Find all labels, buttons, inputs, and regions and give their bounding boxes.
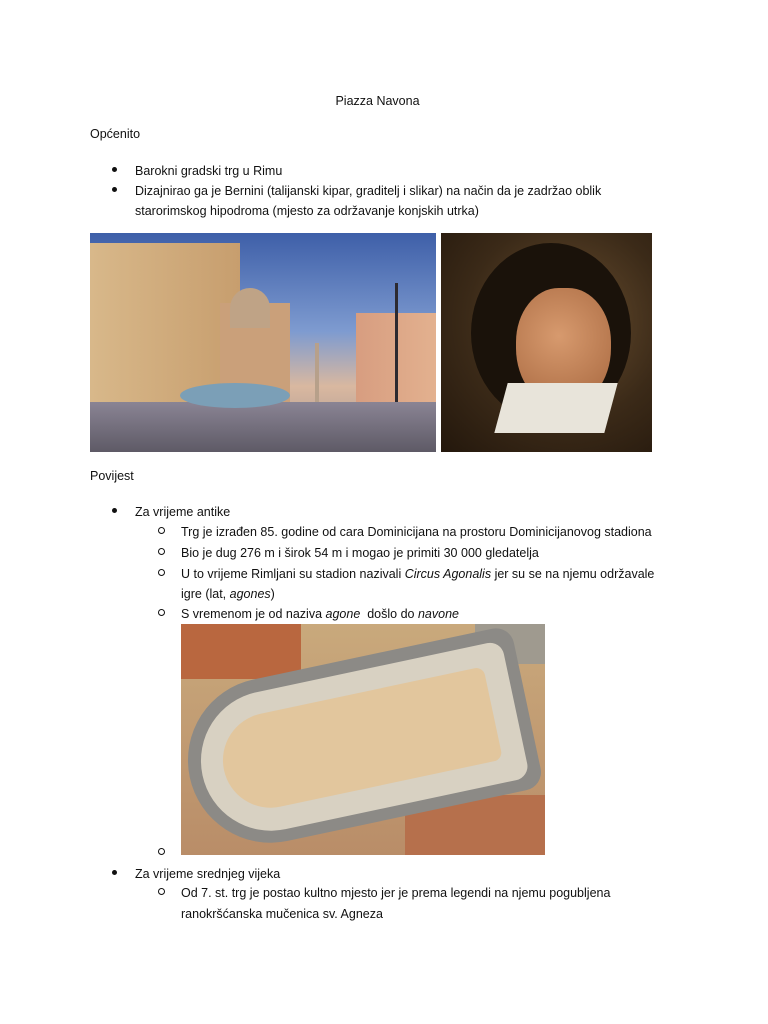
bullet-icon xyxy=(112,187,117,192)
bullet-icon xyxy=(112,870,117,875)
sub-bullet-icon xyxy=(158,548,165,555)
sub-bullet-icon xyxy=(158,888,165,895)
page-title: Piazza Navona xyxy=(335,94,420,108)
bullet-icon xyxy=(112,508,117,513)
sub-bullet-icon xyxy=(158,609,165,616)
sub-bullet-icon xyxy=(158,569,165,576)
bullet-icon xyxy=(112,167,117,172)
piazza-navona-photo xyxy=(90,233,436,452)
sub-bullet-icon xyxy=(158,527,165,534)
sub-bullet-icon xyxy=(158,848,165,855)
section-heading-history: Povijest xyxy=(90,469,134,483)
stadium-illustration xyxy=(181,624,545,855)
bernini-portrait xyxy=(441,233,652,452)
document-page: Piazza Navona Općenito Barokni gradski trg u Rimu Dizajnirao ga je Bernini (talijanski kipar, graditelj i slikar) na način da je zadržao oblik starorimskog hipodroma (mjesto za održavanje konjskih utrka) Povijest Za vrijeme antike Trg je izrađen 85. godine od cara Dominicijana na prostoru Dominicijanovog stadiona Bio je dug 276 m i širok 54 m i mogao je primiti 30 000 gledatelja U to vrijeme Rimljani su stadion nazivali Circus Agonalis jer su se na njemu održavale igre (lat, agones) S vremenom je od naziva agone došlo do navone Za vrijeme srednjeg vijeka Od 7. st. trg je postao kultno mjesto jer je prema legendi na njemu pogubljena ranokršćanska mučenica sv. Agneza xyxy=(0,0,768,1024)
section-heading-general: Općenito xyxy=(90,127,141,141)
